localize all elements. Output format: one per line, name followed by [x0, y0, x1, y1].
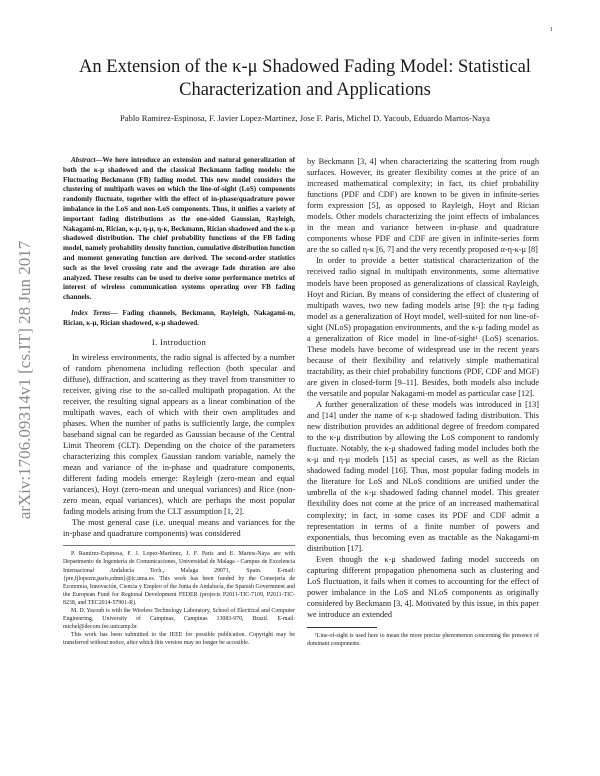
page-number: 1	[550, 27, 553, 33]
index-terms-text: — Fading channels, Beckmann, Rayleigh, Nakagami-m, Rician, κ-μ, Rician shadowed, κ-μ shadowed.	[63, 308, 296, 327]
section-heading: I. Introduction	[151, 336, 207, 347]
affiliation-note: M. D. Yacoub is with the Wireless Technology Laboratory, School of Electrical and Computer Engineering, University of Campinas, Campinas 13083-970, Brazil. E-mail: michel@decom.fee.unicamp.br.	[63, 608, 295, 631]
abstract	[63, 156, 295, 303]
right-paragraph: by Beckmann [3, 4] when characterizing the scattering from rough surfaces. However, its greater flexibility comes at the price of an increased mathematical complexity; in fact, its chief probability functions (PDF and CDF) are known to be given in infinite-series form expression [5], as opposed to Rayleigh, Hoyt and Rician models. Other models characterizing the joint effects of imbalances in the mean and variance between in-phase and quadrature components whose PDF and CDF are given in infinite-series form are the so called η-κ [6, 7] and the very recently proposed α-η-κ-μ [8]	[307, 157, 539, 255]
affiliation-note: This work has been submitted to the IEEE for possible publication. Copyright may be transferred without notice, after which this version may no longer be accesible.	[63, 632, 295, 647]
right-column	[307, 156, 539, 648]
left-column	[63, 156, 295, 647]
arxiv-stamp-text: arXiv:1706.09314v1 [cs.IT] 28 Jun 2017	[15, 240, 34, 520]
right-paragraph: In order to provide a better statistical characterization of the received radio signal in multipath environments, some alternative models have been proposed as generalizations of classical Rayleigh, Hoyt and Rician. By means of considering the effect of clustering of multipath waves, two new fading models arise [9]: the η-μ fading model as a generalization of Hoyt model, well-suited for non line-of-sight (NLoS) propagation environments, and the κ-μ fading model as a generalization of Rice model in line-of-sight¹ (LoS) scenarios. These models have become of widespread use in the recent years because of their flexibility and relatively simple mathematical tractability, as their chief probability functions (PDF, CDF and MGF) are given in closed-form [9–11]. Besides, both models also include the versatile and popular Nakagami-m model as particular case [12].	[307, 256, 539, 398]
arxiv-stamp	[2, 180, 42, 580]
affiliation-divider	[63, 545, 295, 546]
author-list: Pablo Ramirez-Espinosa, F. Javier Lopez-Martinez, Jose F. Paris, Michel D. Yacoub, Eduardo Martos-Naya	[120, 113, 490, 123]
paper-title: An Extension of the κ-μ Shadowed Fading Model: Statistical Characterization and Applications	[79, 57, 531, 100]
abstract-label: Abstract	[71, 156, 96, 164]
right-paragraph: Even though the κ-μ shadowed fading model succeeds on capturing different propagation phenomena such as clustering and LoS fluctuation, it fails when it comes to accounting for the effect of power imbalance in the LoS and NLoS components as originally considered by Beckmann [3, 4]. Motivated by this issue, in this paper we introduce an extended	[307, 554, 539, 619]
affiliation-note: P. Ramirez-Espinosa, F. J. Lopez-Martinez, J. F. Paris and E. Martos-Naya are with Departmento de Ingeniería de Comunicaciones, Universidad de Malaga - Campus de Excelencia Internacional Andalucía Tech., Malaga 29071, Spain. E-mail: {pre,fjlopezm,paris,edmn}@ic.uma.es. This work has been funded by the Consejería de Economía, Innovación, Ciencia y Empleo of the Junta de Andalucía, the Spanish Government and the European Fund for Regional Development FEDER (projects P2011-TIC-7109, P2011-TIC-8238, and TEC2014-57901-R).	[63, 551, 295, 606]
right-paragraph: A further generalization of these models was introduced in [13] and [14] under the name of κ-μ shadowed fading distribution. This new distribution provides an additional degree of freedom compared to the κ-μ distribution by allowing the LoS component to randomly fluctuate. Notably, the κ-μ shadowed fading model includes both the κ-μ and η-μ models [15] as special cases, as well as the Rician shadowed fading model [16]. Thus, most popular fading models in the literature for LoS and NLoS conditions are unified under the umbrella of the κ-μ shadowed fading channel model. This greater flexibility does not come at the price of an increased mathematical complexity; in fact, in some cases its PDF and CDF admit a representation in terms of a finite number of powers and exponentials, thus becoming even as tractable as the Nakagami-m distribution [17].	[307, 400, 539, 553]
index-terms-label: Index Terms	[71, 308, 111, 317]
left-paragraph: The most general case (i.e. unequal means and variances for the in-phase and quadrature components) was considered	[63, 518, 295, 539]
abstract-text: —We here introduce an extension and natural generalization of both the κ-μ shadowed and the classical Beckmann fading models: the Fluctuating Beckmann (FB) fading model. This new model considers the clustering of multipath waves on which the line-of-sight (LoS) components randomly fluctuate, together with the effect of in-phase/quadrature power imbalance in the LoS and non-LoS components. Thus, it unifies a variety of important fading distributions as the one-sided Gaussian, Rayleigh, Nakagami-m, Rician, κ-μ, η-μ, η-κ, Beckmann, Rician shadowed and the κ-μ shadowed distribution. The chief probability functions of the FB fading model, namely probability density function, cumulative distribution function and moment generating function are derived. The second-order statistics such as the level crossing rate and the average fade duration are also analyzed. These results can be used to derive some performance metrics of interest of wireless communication systems operating over FB fading channels.	[63, 156, 295, 302]
footnote: ¹Line-of-sight is used here to mean the more precise phenomenon concerning the presence of dominant components.	[307, 632, 539, 648]
left-paragraph: In wireless environments, the radio signal is affected by a number of random phenomena including reflection (both specular and diffuse), diffraction, and scattering as they travel from transmitter to receiver, giving rise to the so-called multipath propagation. At the receiver, the resulting signal appears as a linear combination of the multipath waves, each of which with their own amplitudes and phases. When the number of paths is sufficiently large, the complex baseband signal can be regarded as Gaussian because of the Central Limit Theorem (CLT). Depending on the choice of the parameters characterizing this complex Gaussian random variable, namely the mean and variance of the in-phase and quadrature components, different fading models emerge: Rayleigh (zero-mean and equal variances), Hoyt (zero-mean and unequal variances) and Rice (non-zero mean, equal variances), which are perhaps the most popular fading models arising from the CLT assumption [1, 2].	[63, 352, 295, 517]
footnote-divider	[307, 627, 377, 628]
index-terms	[63, 309, 295, 329]
